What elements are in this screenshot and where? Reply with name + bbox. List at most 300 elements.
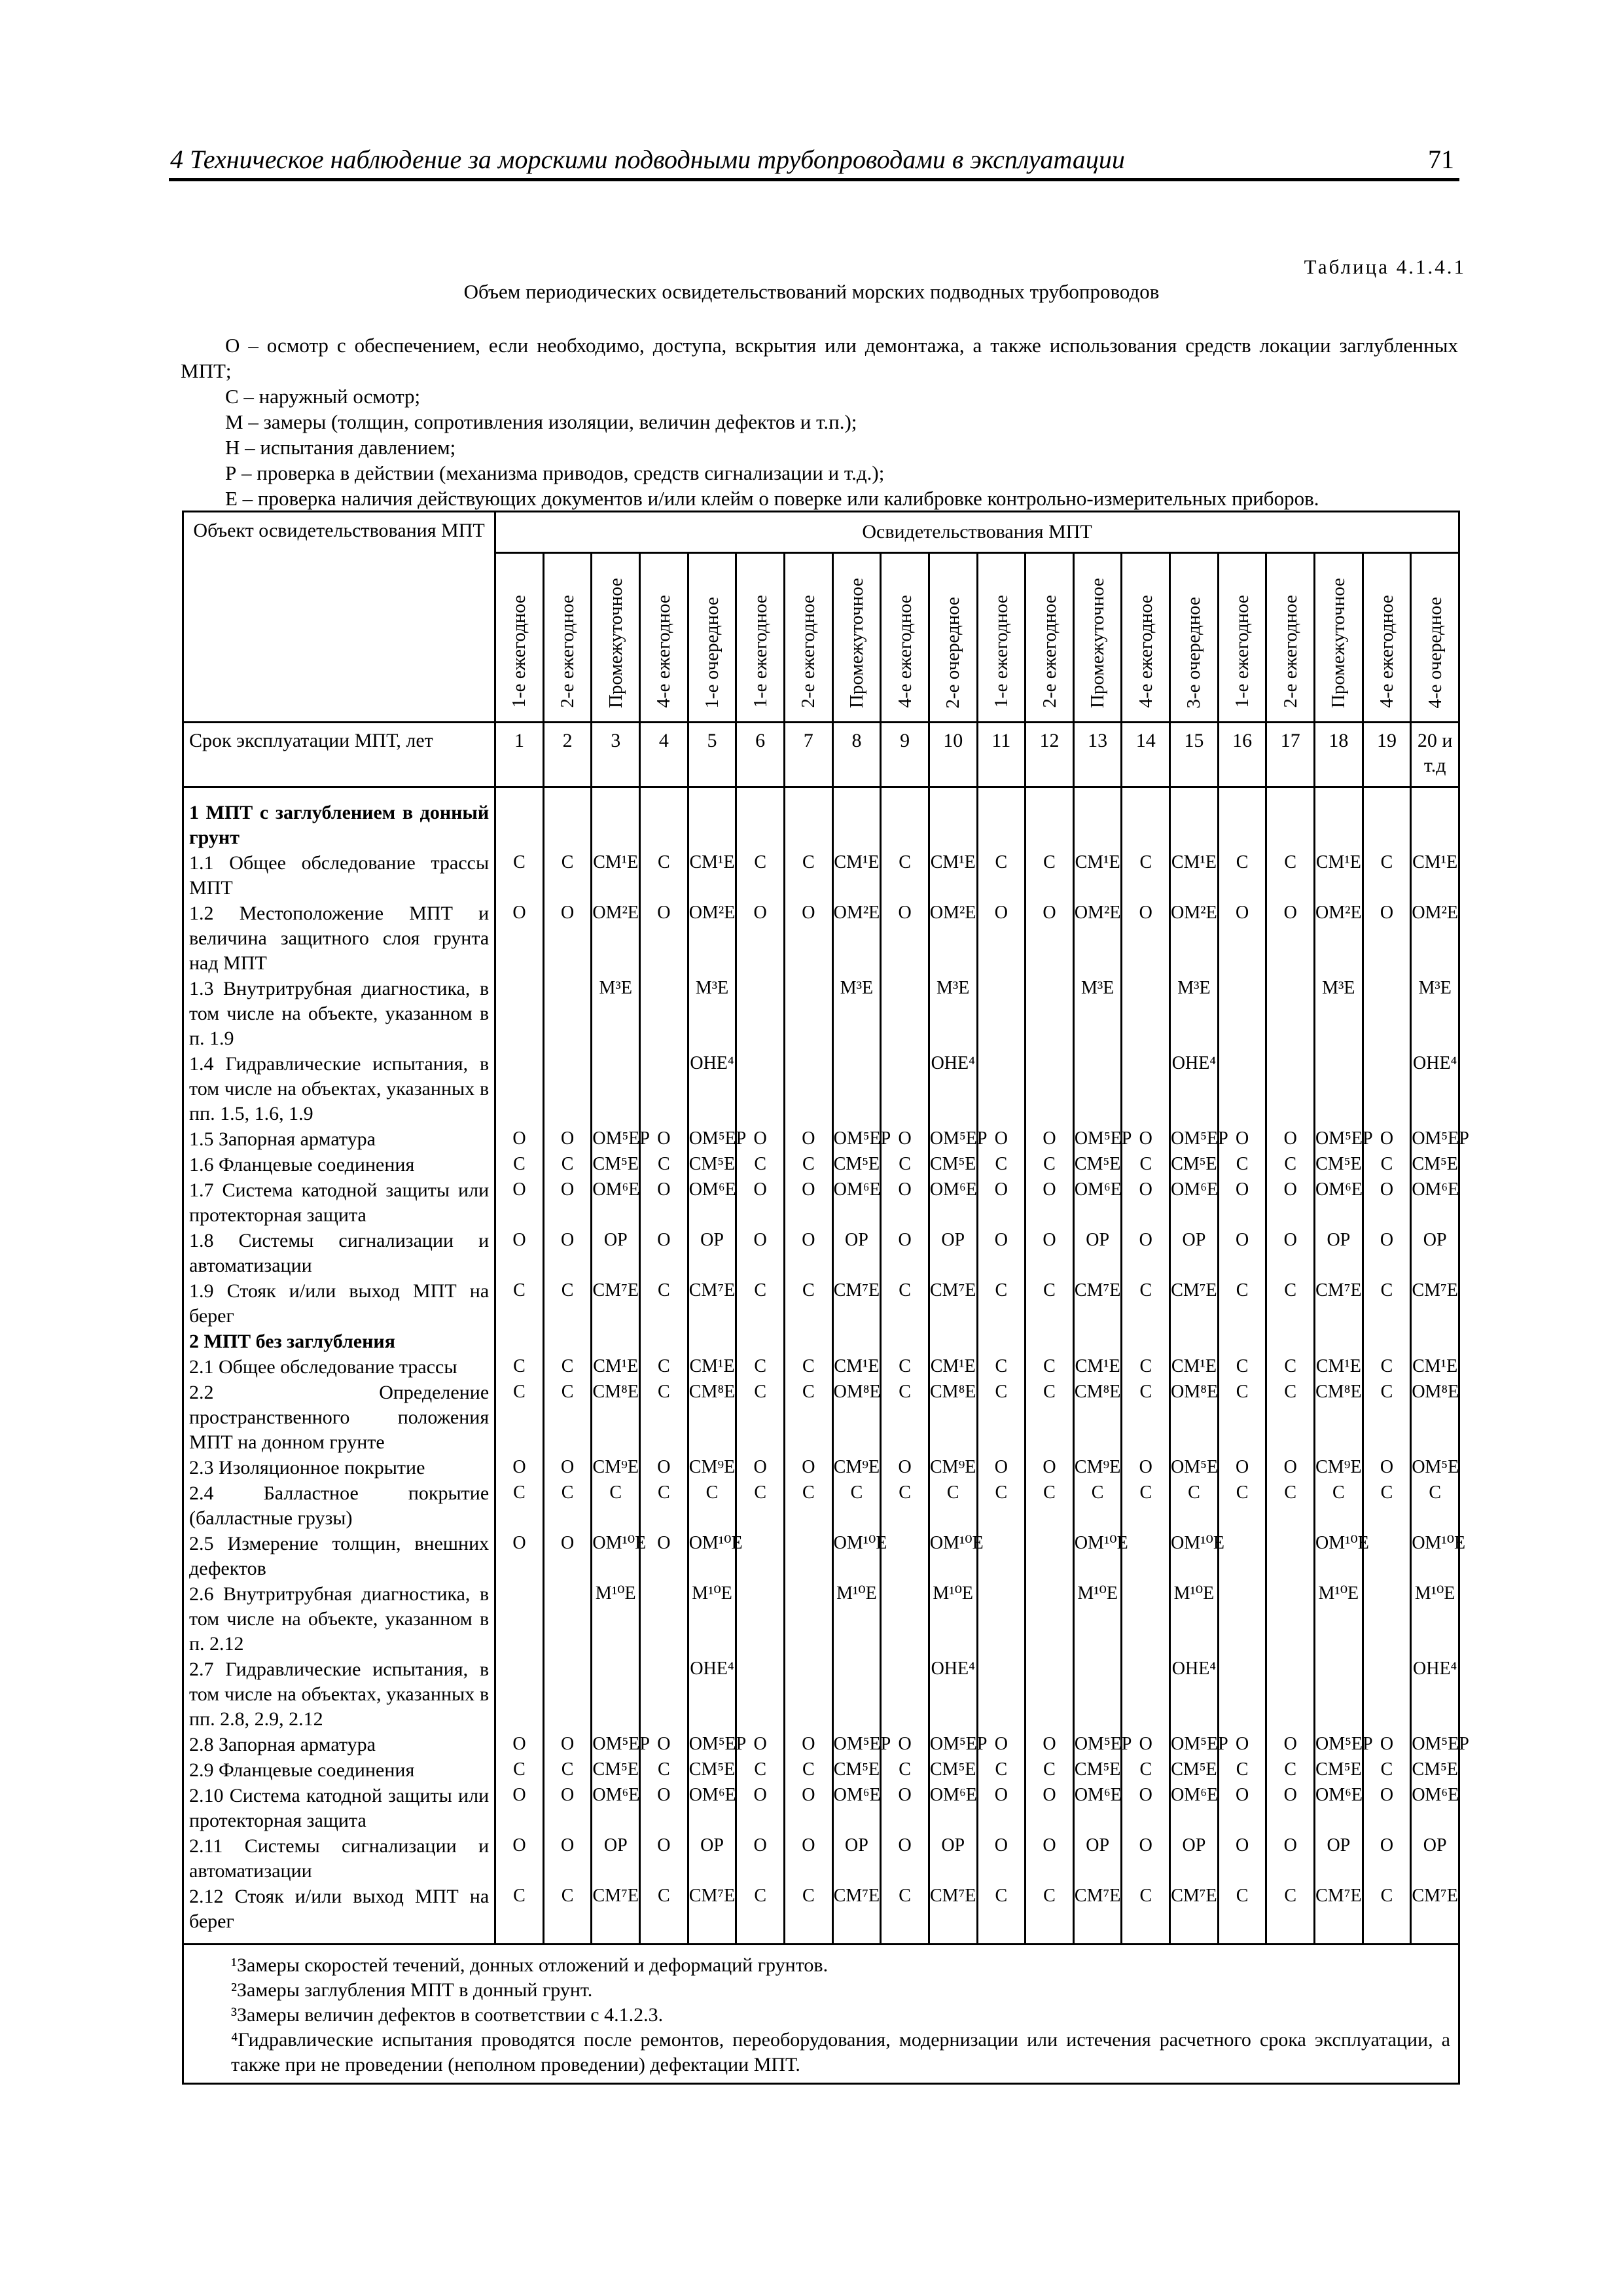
survey-cell: С (784, 1152, 832, 1177)
survey-cell (543, 1657, 592, 1732)
survey-cell: СМ⁵Е (1073, 1757, 1122, 1783)
survey-cell: С (1411, 1480, 1459, 1531)
survey-cell: ОМ²Е (1315, 901, 1363, 976)
page-number: 71 (1428, 145, 1454, 174)
survey-type-header (977, 553, 1026, 723)
survey-cell (543, 976, 592, 1051)
survey-cell: СМ⁵Е (1170, 1152, 1219, 1177)
survey-cell: С (543, 1354, 592, 1380)
survey-cell: О (543, 1455, 592, 1480)
survey-type-label: 2-е ежегодное (1279, 595, 1301, 708)
survey-cell: С (1363, 1480, 1411, 1531)
survey-cell: О (1266, 1732, 1315, 1757)
survey-cell (929, 800, 977, 850)
survey-cell: С (1026, 1354, 1074, 1380)
survey-cell: СМ¹Е (1411, 1354, 1459, 1380)
survey-cell: С (495, 1278, 544, 1329)
survey-cell (1363, 1051, 1411, 1126)
survey-cell: М³Е (688, 976, 736, 1051)
survey-cell: О (640, 1455, 688, 1480)
object-label: 1.7 Система катодной защиты или протекторная защита (183, 1177, 495, 1228)
survey-type-label: 1-е ежегодное (508, 595, 530, 708)
survey-cell: СМ⁵Е (1411, 1152, 1459, 1177)
legend-item: С – наружный осмотр; (225, 385, 421, 408)
survey-cell (1315, 800, 1363, 850)
survey-cell: О (1266, 1455, 1315, 1480)
survey-cell (1122, 1581, 1170, 1657)
survey-cell: СМ⁹Е (688, 1455, 736, 1480)
survey-cell: СМ¹Е (688, 1354, 736, 1380)
survey-cell: СМ⁷Е (592, 1884, 640, 1945)
survey-cell: С (495, 850, 544, 901)
survey-cell (495, 1581, 544, 1657)
survey-cell: С (640, 1152, 688, 1177)
survey-cell: ОНЕ⁴ (929, 1051, 977, 1126)
survey-type-label: 1-е ежегодное (990, 595, 1012, 708)
year-cell: 16 (1218, 723, 1266, 787)
survey-cell: С (881, 1380, 929, 1455)
survey-cell: СМ⁵Е (832, 1757, 881, 1783)
survey-cell: СМ⁷Е (592, 1278, 640, 1329)
survey-cell: С (1266, 1278, 1315, 1329)
survey-cell (736, 800, 785, 850)
survey-cell: ОМ⁶Е (592, 1177, 640, 1228)
survey-cell: О (1218, 1126, 1266, 1152)
year-cell: 7 (784, 723, 832, 787)
survey-cell: О (784, 1228, 832, 1278)
survey-type-label: 2-е ежегодное (798, 595, 819, 708)
survey-cell: ОМ⁶Е (929, 1783, 977, 1833)
table-title: Объем периодических освидетельствований морских подводных трубопроводов (463, 280, 1160, 303)
survey-cell (1218, 1657, 1266, 1732)
survey-cell: С (1218, 1757, 1266, 1783)
survey-type-header (1266, 553, 1315, 723)
object-header: Объект освидетельствования МПТ (183, 512, 495, 723)
survey-cell (784, 1531, 832, 1581)
survey-cell: ОМ⁶Е (929, 1177, 977, 1228)
footnote: ⁴Гидравлические испытания проводятся после ремонтов, переоборудования, модернизации или истечения расчетного срока эксплуатации, а также при не проведении (неполном проведении) дефектации МПТ. (231, 2029, 1450, 2075)
survey-cell (640, 800, 688, 850)
survey-cell: СМ¹Е (929, 1354, 977, 1380)
object-label: 2.10 Система катодной защиты или протекторная защита (183, 1783, 495, 1833)
survey-cell (1073, 1657, 1122, 1732)
survey-cell: СМ¹Е (832, 850, 881, 901)
table-row (183, 1833, 1459, 1884)
survey-cell: О (1026, 1732, 1074, 1757)
survey-cell (640, 1051, 688, 1126)
survey-cell: ОМ¹⁰Е (1315, 1531, 1363, 1581)
survey-cell: С (736, 850, 785, 901)
survey-cell: С (543, 1480, 592, 1531)
survey-cell: ОМ⁶Е (1073, 1783, 1122, 1833)
survey-cell (832, 1657, 881, 1732)
survey-cell: С (1218, 850, 1266, 901)
table-row (183, 1657, 1459, 1732)
survey-cell: ОМ⁸Е (1411, 1380, 1459, 1455)
survey-cell: О (736, 1126, 785, 1152)
survey-type-header (1122, 553, 1170, 723)
survey-cell: С (1363, 1278, 1411, 1329)
survey-cell (977, 1329, 1026, 1354)
table-row (183, 1152, 1459, 1177)
survey-cell: О (784, 901, 832, 976)
survey-cell: О (640, 1732, 688, 1757)
survey-cell: С (1122, 1757, 1170, 1783)
survey-cell (881, 1581, 929, 1657)
object-label: 1.6 Фланцевые соединения (183, 1152, 495, 1177)
table-label: Таблица 4.1.4.1 (1304, 255, 1466, 278)
survey-type-header (832, 553, 881, 723)
survey-cell (688, 1329, 736, 1354)
survey-cell (881, 800, 929, 850)
footnote: ²Замеры заглубления МПТ в донный грунт. (231, 1979, 593, 2001)
survey-cell: О (1363, 1783, 1411, 1833)
object-label: 2.6 Внутритрубная диагностика, в том числе на объекте, указанном в п. 2.12 (183, 1581, 495, 1657)
survey-cell (1363, 1657, 1411, 1732)
survey-cell: О (1266, 1783, 1315, 1833)
survey-cell: С (543, 1152, 592, 1177)
table-row (183, 1380, 1459, 1455)
survey-cell: С (495, 1380, 544, 1455)
survey-cell (1026, 1329, 1074, 1354)
survey-cell: С (736, 1278, 785, 1329)
table-row (183, 1177, 1459, 1228)
survey-cell: ОМ⁶Е (1170, 1177, 1219, 1228)
survey-cell: С (881, 1884, 929, 1945)
survey-type-label: 4-е ежегодное (894, 595, 916, 708)
survey-cell: О (543, 1228, 592, 1278)
survey-cell: С (1363, 1757, 1411, 1783)
survey-cell: ОМ⁶Е (1411, 1783, 1459, 1833)
survey-cell: С (1315, 1480, 1363, 1531)
survey-cell: ОМ⁵ЕР (688, 1732, 736, 1757)
survey-cell: СМ⁵Е (688, 1757, 736, 1783)
survey-cell: ОМ⁸Е (1170, 1380, 1219, 1455)
survey-type-label: 1-е ежегодное (749, 595, 771, 708)
survey-cell: СМ⁵Е (1170, 1757, 1219, 1783)
survey-cell: ОМ⁶Е (1073, 1177, 1122, 1228)
survey-cell (881, 1657, 929, 1732)
year-cell: 9 (881, 723, 929, 787)
survey-cell: О (1026, 1228, 1074, 1278)
survey-cell: ОМ⁶Е (1170, 1783, 1219, 1833)
survey-cell: С (881, 1757, 929, 1783)
survey-cell: ОМ⁶Е (1315, 1783, 1363, 1833)
survey-cell: О (1026, 1833, 1074, 1884)
survey-cell: О (1363, 1177, 1411, 1228)
survey-cell: О (1026, 901, 1074, 976)
year-cell: 15 (1170, 723, 1219, 787)
survey-cell: С (881, 1354, 929, 1380)
survey-cell: ОМ⁵Е (1170, 1455, 1219, 1480)
survey-cell (736, 1657, 785, 1732)
survey-cell: С (543, 1884, 592, 1945)
survey-cell (1073, 800, 1122, 850)
survey-cell: ОМ⁵ЕР (1073, 1126, 1122, 1152)
survey-cell (592, 1329, 640, 1354)
survey-cell: СМ⁵Е (832, 1152, 881, 1177)
survey-cell: О (881, 1732, 929, 1757)
survey-cell: СМ⁵Е (1315, 1152, 1363, 1177)
survey-cell: М³Е (1315, 976, 1363, 1051)
survey-cell: СМ⁵Е (1315, 1757, 1363, 1783)
object-label: 1.5 Запорная арматура (183, 1126, 495, 1152)
survey-cell: СМ¹Е (592, 850, 640, 901)
survey-cell: СМ⁷Е (688, 1884, 736, 1945)
survey-cell: С (736, 1757, 785, 1783)
survey-type-label: 4-е ежегодное (653, 595, 675, 708)
survey-cell: СМ⁷Е (929, 1884, 977, 1945)
survey-cell: С (1266, 1380, 1315, 1455)
survey-cell: ОМ⁵ЕР (1170, 1732, 1219, 1757)
survey-cell: ОМ¹⁰Е (832, 1531, 881, 1581)
survey-cell: СМ⁷Е (832, 1884, 881, 1945)
survey-cell (784, 976, 832, 1051)
survey-cell: О (1026, 1455, 1074, 1480)
survey-type-header (784, 553, 832, 723)
survey-cell: О (736, 901, 785, 976)
survey-cell: СМ⁷Е (929, 1278, 977, 1329)
survey-cell: С (1026, 1380, 1074, 1455)
object-label: 2.3 Изоляционное покрытие (183, 1455, 495, 1480)
legend-item: М – замеры (толщин, сопротивления изоляции, величин дефектов и т.п.); (225, 410, 857, 433)
survey-cell: О (495, 1783, 544, 1833)
survey-cell: С (543, 1757, 592, 1783)
survey-cell (543, 1329, 592, 1354)
year-cell: 20 и т.д (1411, 723, 1459, 787)
survey-cell: С (1026, 1757, 1074, 1783)
survey-type-header (640, 553, 688, 723)
object-label: 2 МПТ без заглубления (183, 1329, 495, 1354)
survey-cell (543, 1581, 592, 1657)
survey-cell: С (881, 1152, 929, 1177)
survey-cell: О (1026, 1126, 1074, 1152)
survey-cell (784, 800, 832, 850)
year-cell: 18 (1315, 723, 1363, 787)
year-cell: 8 (832, 723, 881, 787)
survey-cell (977, 1051, 1026, 1126)
survey-cell (543, 1051, 592, 1126)
survey-cell: ОМ¹⁰Е (1411, 1531, 1459, 1581)
survey-cell: О (977, 1177, 1026, 1228)
table-row (183, 1581, 1459, 1657)
survey-cell: М¹⁰Е (688, 1581, 736, 1657)
table-row (183, 1455, 1459, 1480)
survey-cell: С (495, 1354, 544, 1380)
survey-cell: ОР (832, 1228, 881, 1278)
survey-cell: С (784, 1380, 832, 1455)
survey-cell: О (495, 1126, 544, 1152)
survey-cell: ОНЕ⁴ (929, 1657, 977, 1732)
survey-cell: СМ⁷Е (1411, 1884, 1459, 1945)
survey-type-label: 3-е очередное (1183, 596, 1205, 708)
survey-type-label: Промежуточное (1087, 577, 1109, 708)
spacer-row (183, 787, 1459, 800)
survey-cell: ОР (1073, 1833, 1122, 1884)
survey-cell (1363, 800, 1411, 850)
survey-cell (1122, 1051, 1170, 1126)
survey-cell: С (881, 850, 929, 901)
survey-cell: О (1218, 1228, 1266, 1278)
survey-cell: С (929, 1480, 977, 1531)
survey-cell: ОНЕ⁴ (1411, 1051, 1459, 1126)
survey-cell (1411, 800, 1459, 850)
survey-cell: СМ⁸Е (592, 1380, 640, 1455)
survey-cell: ОМ⁵Е (1411, 1455, 1459, 1480)
survey-cell: С (1122, 1278, 1170, 1329)
year-cell: 4 (640, 723, 688, 787)
survey-cell: О (543, 1126, 592, 1152)
object-label: 1 МПТ с заглублением в донный грунт (183, 800, 495, 850)
survey-cell (784, 1329, 832, 1354)
survey-cell: С (1122, 1380, 1170, 1455)
survey-cell (1411, 1329, 1459, 1354)
survey-cell: СМ¹Е (592, 1354, 640, 1380)
survey-cell: С (1026, 1884, 1074, 1945)
survey-type-label: Промежуточное (1328, 577, 1349, 708)
survey-cell: ОР (929, 1833, 977, 1884)
survey-cell: О (495, 1177, 544, 1228)
legend-item: О – осмотр с обеспечением, если необходимо, доступа, вскрытия или демонтажа, а также использования средств локации заглубленных МПТ; (181, 334, 1458, 382)
survey-type-header (1218, 553, 1266, 723)
survey-cell: С (977, 1884, 1026, 1945)
survey-cell: С (640, 1480, 688, 1531)
survey-type-header (1026, 553, 1074, 723)
survey-cell: С (1363, 1884, 1411, 1945)
survey-cell: С (832, 1480, 881, 1531)
table-row (183, 1783, 1459, 1833)
survey-cell: СМ⁹Е (592, 1455, 640, 1480)
survey-cell: ОМ⁵ЕР (832, 1732, 881, 1757)
survey-cell: С (736, 1152, 785, 1177)
survey-cell: СМ⁷Е (1315, 1884, 1363, 1945)
survey-cell: ОМ¹⁰Е (1170, 1531, 1219, 1581)
survey-cell: О (977, 901, 1026, 976)
object-label: 2.11 Системы сигнализации и автоматизации (183, 1833, 495, 1884)
survey-cell: О (736, 1455, 785, 1480)
survey-cell (1026, 800, 1074, 850)
survey-cell: СМ¹Е (1411, 850, 1459, 901)
survey-cell: О (881, 1455, 929, 1480)
survey-cell (881, 1051, 929, 1126)
survey-type-header (929, 553, 977, 723)
survey-cell: СМ⁷Е (1170, 1884, 1219, 1945)
survey-cell: О (543, 901, 592, 976)
survey-cell: О (1363, 1833, 1411, 1884)
survey-cell: ОМ⁵ЕР (592, 1126, 640, 1152)
survey-cell (592, 1051, 640, 1126)
object-label: 2.8 Запорная арматура (183, 1732, 495, 1757)
survey-cell: О (495, 1531, 544, 1581)
survey-cell: О (1266, 1228, 1315, 1278)
survey-cell (688, 800, 736, 850)
survey-cell: С (977, 1354, 1026, 1380)
survey-cell: ОМ⁵ЕР (592, 1732, 640, 1757)
object-label: 2.1 Общее обследование трассы (183, 1354, 495, 1380)
table-row (183, 976, 1459, 1051)
year-cell: 3 (592, 723, 640, 787)
survey-cell: ОНЕ⁴ (1411, 1657, 1459, 1732)
survey-cell: ОР (688, 1228, 736, 1278)
survey-type-header (1315, 553, 1363, 723)
table-row (183, 1278, 1459, 1329)
survey-cell: ОМ⁸Е (832, 1380, 881, 1455)
survey-cell: СМ⁷Е (832, 1278, 881, 1329)
legend-item: Н – испытания давлением; (225, 436, 456, 459)
survey-cell: О (1122, 1177, 1170, 1228)
survey-cell: С (1122, 1152, 1170, 1177)
survey-cell: О (543, 1783, 592, 1833)
survey-cell: О (1122, 1228, 1170, 1278)
table-row (183, 1126, 1459, 1152)
survey-cell: С (688, 1480, 736, 1531)
survey-cell: О (1363, 1455, 1411, 1480)
survey-cell: О (1218, 1732, 1266, 1757)
year-cell: 2 (543, 723, 592, 787)
survey-cell: О (640, 901, 688, 976)
survey-cell: ОМ⁵ЕР (1315, 1126, 1363, 1152)
survey-cell (1363, 1531, 1411, 1581)
survey-cell (1122, 1329, 1170, 1354)
survey-cell: С (640, 1884, 688, 1945)
survey-cell: О (640, 1228, 688, 1278)
year-cell: 6 (736, 723, 785, 787)
survey-cell (736, 976, 785, 1051)
service-life-row (183, 723, 1459, 787)
survey-type-header (592, 553, 640, 723)
survey-cell: СМ⁷Е (688, 1278, 736, 1329)
survey-cell: С (543, 1380, 592, 1455)
survey-cell: С (736, 1380, 785, 1455)
survey-cell: СМ⁹Е (1073, 1455, 1122, 1480)
survey-cell: ОР (1315, 1833, 1363, 1884)
survey-cell: О (736, 1228, 785, 1278)
survey-cell: О (736, 1833, 785, 1884)
survey-cell: С (784, 1278, 832, 1329)
survey-cell (881, 1329, 929, 1354)
survey-cell: С (1363, 850, 1411, 901)
survey-cell: О (495, 901, 544, 976)
survey-cell: О (977, 1228, 1026, 1278)
survey-cell: С (1073, 1480, 1122, 1531)
survey-cell: О (543, 1177, 592, 1228)
survey-cell (784, 1051, 832, 1126)
survey-cell: ОР (929, 1228, 977, 1278)
survey-cell: С (1218, 1380, 1266, 1455)
survey-type-label: 1-е очередное (702, 596, 723, 708)
survey-cell: О (1218, 1783, 1266, 1833)
survey-cell (1218, 1581, 1266, 1657)
survey-cell (640, 976, 688, 1051)
survey-cell: СМ⁵Е (929, 1152, 977, 1177)
survey-cell: О (881, 1228, 929, 1278)
survey-cell: СМ⁵Е (1411, 1757, 1459, 1783)
survey-cell: С (543, 1278, 592, 1329)
survey-cell: М¹⁰Е (832, 1581, 881, 1657)
survey-cell: М¹⁰Е (1315, 1581, 1363, 1657)
survey-cell: СМ⁵Е (592, 1757, 640, 1783)
survey-cell (1026, 976, 1074, 1051)
survey-cell: ОР (1073, 1228, 1122, 1278)
survey-cell: М³Е (929, 976, 977, 1051)
object-label: 2.4 Балластное покрытие (балластные грузы) (183, 1480, 495, 1531)
survey-cell (543, 800, 592, 850)
survey-cell (977, 976, 1026, 1051)
survey-cell: ОР (1411, 1833, 1459, 1884)
survey-cell: ОМ⁵ЕР (1315, 1732, 1363, 1757)
survey-cell (640, 1581, 688, 1657)
object-label: 2.5 Измерение толщин, внешних дефектов (183, 1531, 495, 1581)
